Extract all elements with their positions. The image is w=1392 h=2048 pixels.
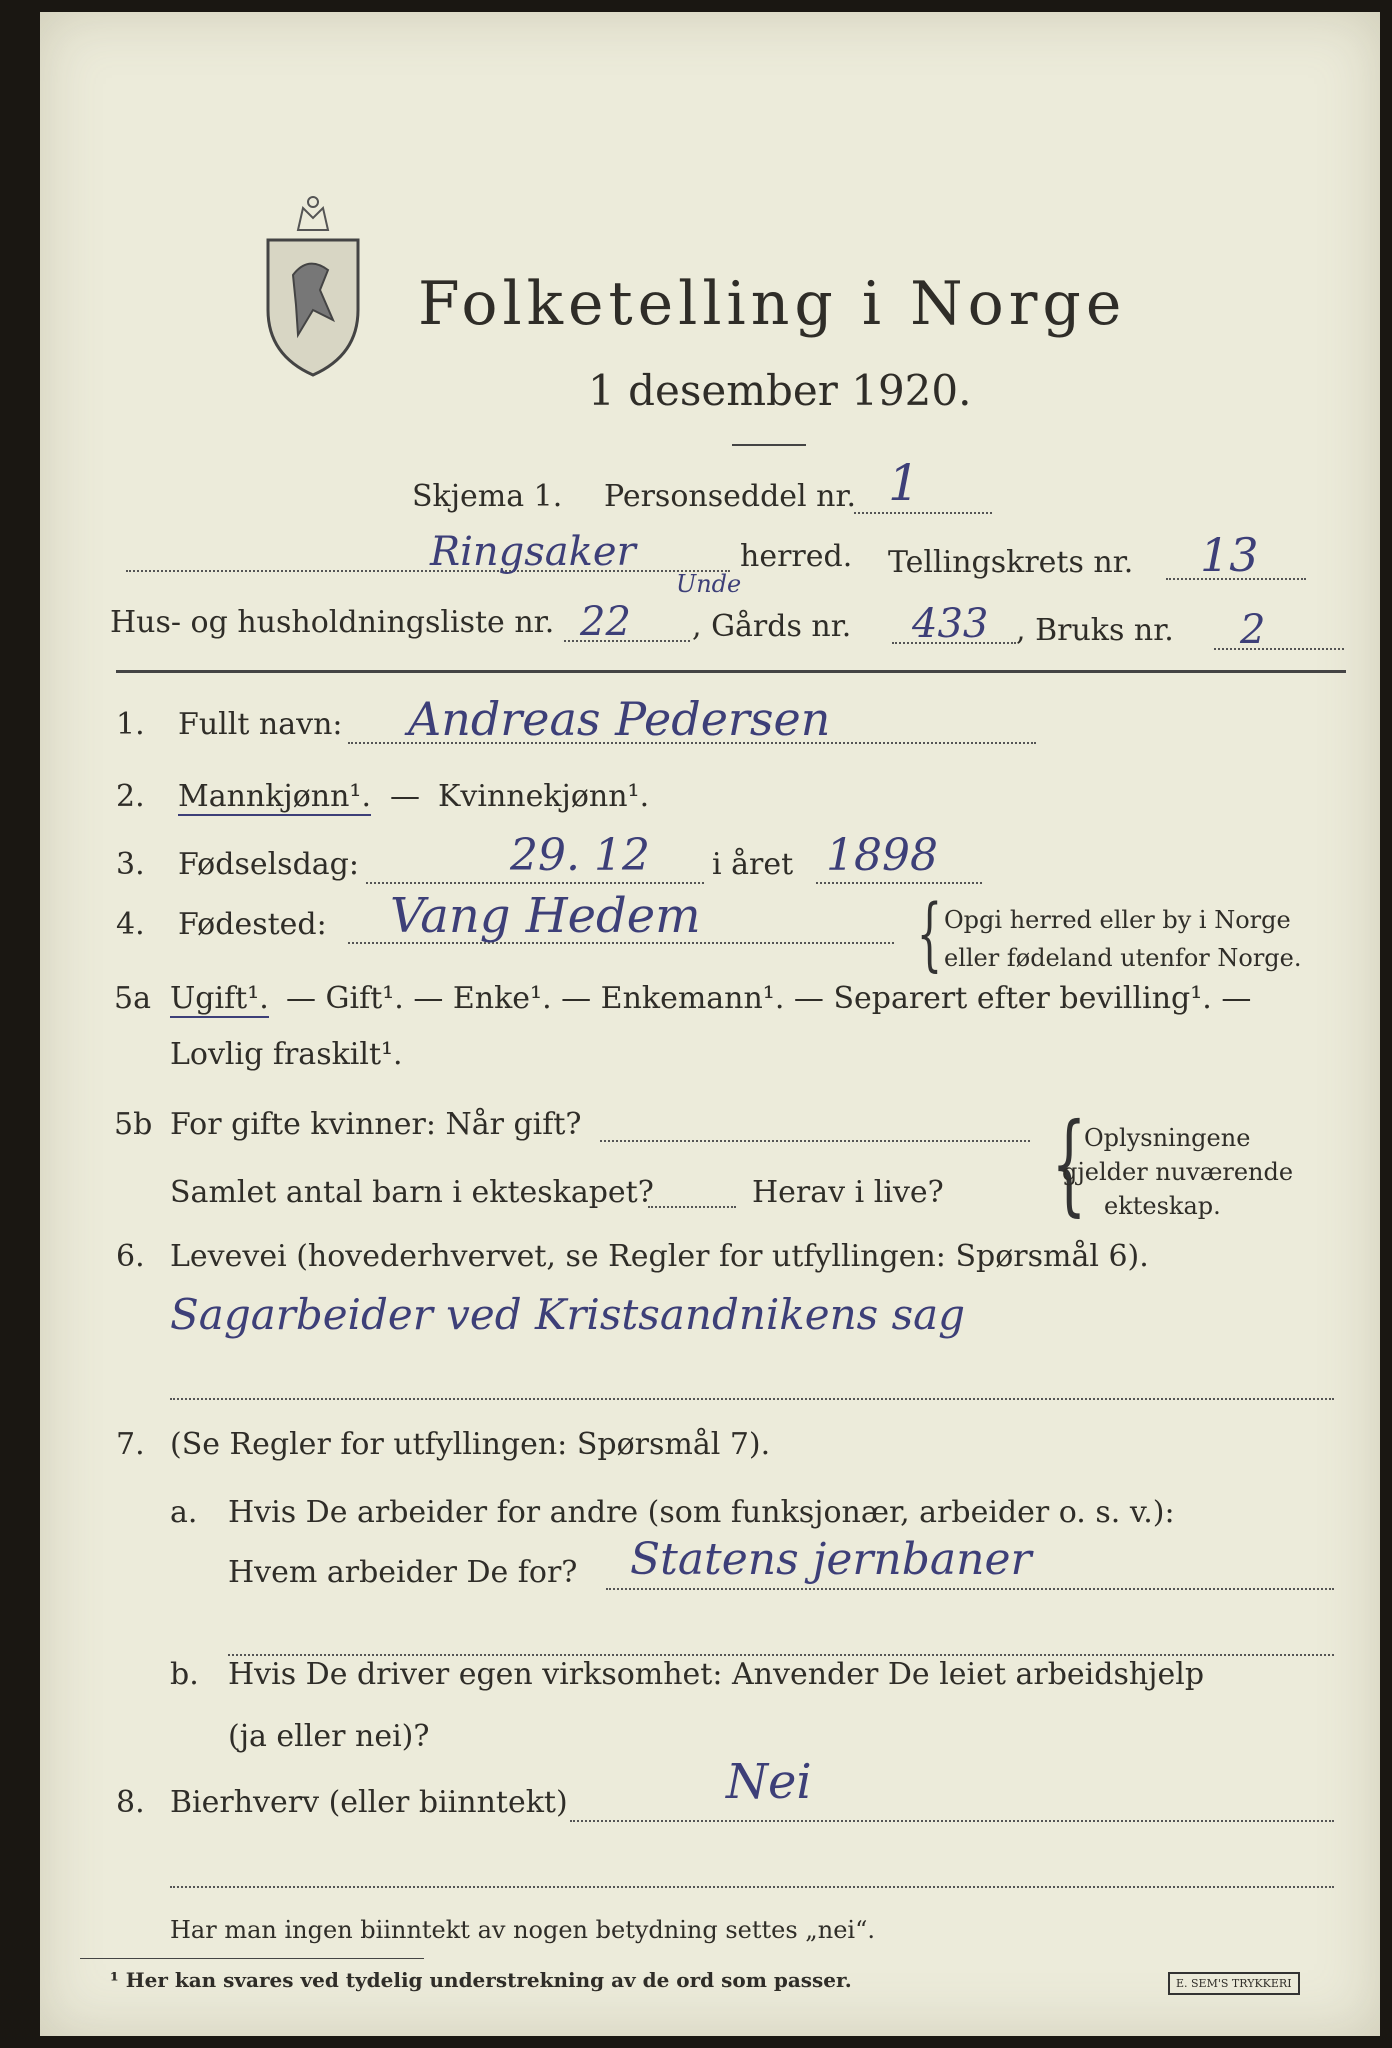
q2-sep: —: [390, 779, 420, 814]
q7-number: 7.: [116, 1427, 145, 1462]
q4-note-2: eller fødeland utenfor Norge.: [944, 944, 1302, 972]
q5b-married-line: [600, 1140, 1030, 1142]
q7a-value: Statens jernbaner: [630, 1534, 1032, 1585]
q4-value: Vang Hedem: [390, 888, 701, 944]
herred-line: [126, 570, 730, 572]
census-form: [40, 12, 1380, 2036]
q5b-note-1: Oplysningene: [1084, 1124, 1251, 1152]
q5b-children-line: [648, 1206, 736, 1208]
q8-label: Bierhverv (eller biinntekt): [170, 1785, 568, 1820]
q3-year-line: [816, 882, 982, 884]
q3-date-value: 29. 12: [510, 830, 650, 881]
title-divider: [732, 444, 806, 446]
footnote: ¹ Her kan svares ved tydelig understrekning av de ord som passer.: [110, 1968, 852, 1992]
q7b-question: (ja eller nei)?: [228, 1719, 430, 1754]
q8-line: [570, 1820, 1334, 1822]
q1-value: Andreas Pedersen: [408, 692, 831, 746]
q6-label: Levevei (hovederhvervet, se Regler for utfyllingen: Spørsmål 6).: [170, 1239, 1149, 1274]
q6-value: Sagarbeider ved Kristsandnikens sag: [170, 1290, 966, 1339]
q2-mann: Mannkjønn¹.: [178, 779, 371, 814]
q5b-note-2: gjelder nuværende: [1062, 1158, 1294, 1186]
header-divider: [116, 670, 1346, 673]
q7b-text: Hvis De driver egen virksomhet: Anvender De leiet arbeidshjelp: [228, 1657, 1205, 1692]
q4-brace: {: [916, 887, 943, 980]
q5b-label-3: Herav i live?: [752, 1175, 944, 1210]
printer-stamp: E. SEM'S TRYKKERI: [1168, 1972, 1300, 1995]
q3-year-label: i året: [712, 847, 794, 882]
q6-number: 6.: [116, 1239, 145, 1274]
q6-line: [170, 1398, 1334, 1400]
q8-line-2: [170, 1886, 1334, 1888]
q8-number: 8.: [116, 1785, 145, 1820]
herred-label: herred.: [740, 539, 853, 574]
q3-year-value: 1898: [826, 830, 938, 881]
herred-value: Ringsaker: [430, 529, 636, 575]
q3-date-line: [366, 882, 704, 884]
q7b-number: b.: [170, 1657, 199, 1692]
q5a-ugift: Ugift¹.: [170, 981, 269, 1016]
personseddel-value: 1: [888, 454, 920, 512]
q5a-line2: Lovlig fraskilt¹.: [170, 1037, 403, 1072]
personseddel-line: [854, 512, 992, 514]
q5a-number: 5a: [114, 981, 151, 1016]
tellingskrets-label: Tellingskrets nr.: [888, 545, 1134, 580]
q2-number: 2.: [116, 779, 145, 814]
gards-label: , Gårds nr.: [692, 609, 852, 644]
q7a-number: a.: [170, 1495, 198, 1530]
tellingskrets-value: 13: [1200, 528, 1259, 582]
q8-value: Nei: [726, 1754, 812, 1810]
q5b-label-2: Samlet antal barn i ekteskapet?: [170, 1175, 654, 1210]
q3-label: Fødselsdag:: [178, 847, 359, 882]
q5b-note-3: ekteskap.: [1104, 1192, 1221, 1220]
q5b-brace: {: [1051, 1099, 1087, 1227]
q3-number: 3.: [116, 847, 145, 882]
q7a-text: Hvis De arbeider for andre (som funksjonær, arbeider o. s. v.):: [228, 1495, 1175, 1530]
bruks-line: [1214, 648, 1344, 650]
form-title: Folketelling i Norge: [418, 269, 1127, 339]
coat-of-arms-icon: [258, 190, 368, 380]
q7a-question: Hvem arbeider De for?: [228, 1555, 578, 1590]
q5b-number: 5b: [114, 1107, 153, 1142]
q7a-line: [606, 1588, 1334, 1590]
q4-label: Fødested:: [178, 907, 327, 942]
gards-value: 433: [912, 601, 989, 647]
q7-label: (Se Regler for utfyllingen: Spørsmål 7).: [170, 1427, 771, 1462]
footer-note: Har man ingen biinntekt av nogen betydning settes „nei“.: [170, 1916, 875, 1944]
bruks-label: , Bruks nr.: [1016, 613, 1174, 648]
hus-label: Hus- og husholdningsliste nr.: [110, 605, 555, 640]
q2-kvinne: Kvinnekjønn¹.: [438, 779, 650, 814]
bruks-value: 2: [1240, 607, 1266, 653]
footnote-divider: [80, 1958, 424, 1959]
q7a-line-2: [228, 1654, 1334, 1656]
q4-note-1: Opgi herred eller by i Norge: [944, 906, 1291, 934]
hus-value: 22: [580, 599, 631, 645]
q1-label: Fullt navn:: [178, 707, 343, 742]
q4-number: 4.: [116, 907, 145, 942]
form-date: 1 desember 1920.: [588, 366, 972, 415]
personseddel-label: Personseddel nr.: [604, 479, 857, 514]
q5b-label-1: For gifte kvinner: Når gift?: [170, 1107, 582, 1142]
gards-note: Unde: [676, 570, 742, 598]
q5a-rest: — Gift¹. — Enke¹. — Enkemann¹. — Separert efter bevilling¹. —: [286, 981, 1252, 1016]
skjema-label: Skjema 1.: [412, 479, 563, 514]
q1-number: 1.: [116, 707, 145, 742]
